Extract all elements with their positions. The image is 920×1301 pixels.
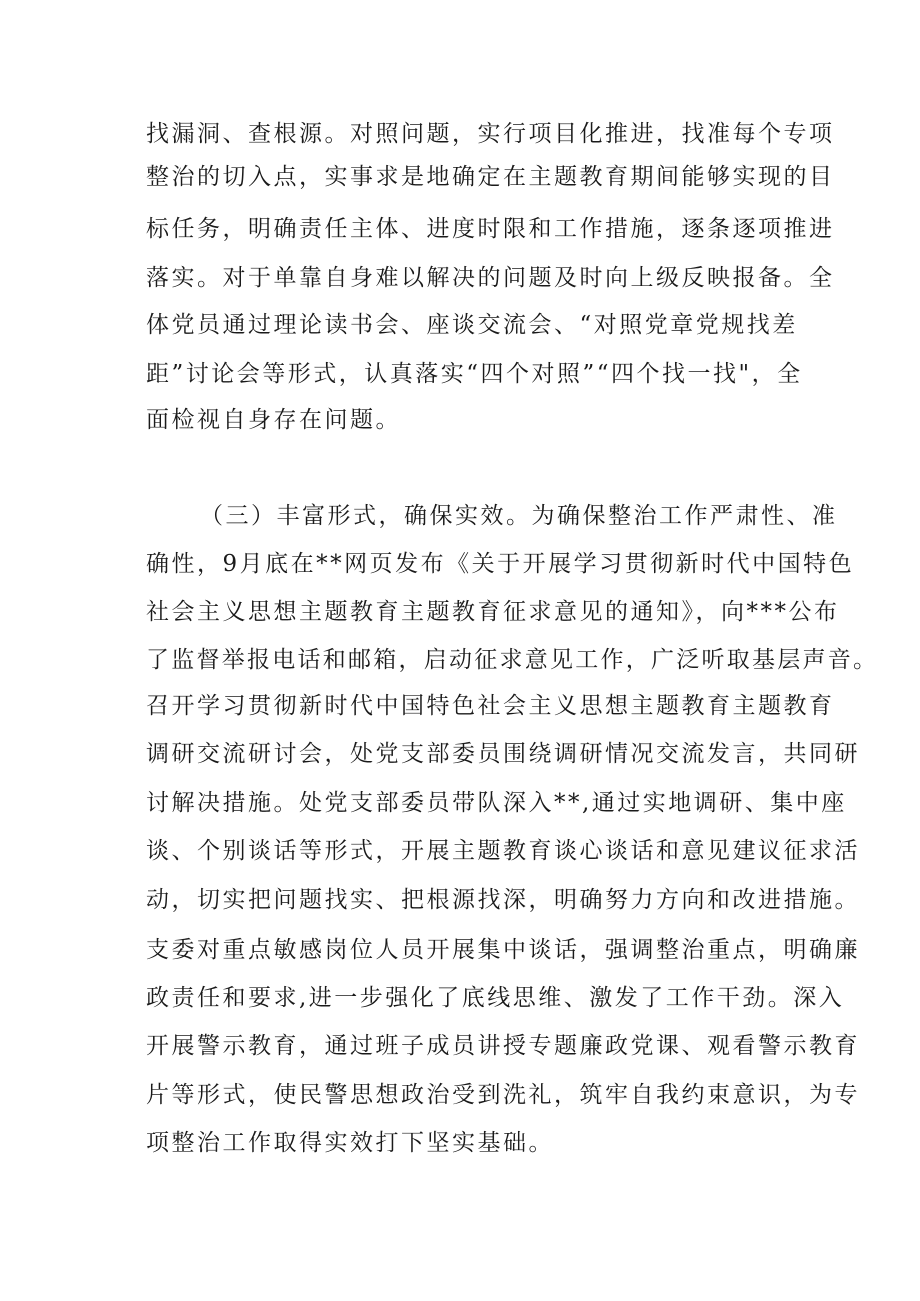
text-line: 体党员通过理论读书会、座谈交流会、“对照党章党规找差 <box>146 312 798 338</box>
text-line: 落实。对于单靠自身难以解决的问题及时向上级反映报备。全 <box>146 265 835 291</box>
text-line: 确性，9月底在**网页发布《关于开展学习贯彻新时代中国特色 <box>146 551 855 577</box>
text-line: 召开学习贯彻新时代中国特色社会主义思想主题教育主题教育 <box>146 693 835 719</box>
text-line: 调研交流研讨会，处党支部委员围绕调研情况交流发言，共同研 <box>146 741 860 767</box>
section-heading-line: （三）丰富形式，确保实效。为确保整治工作严肃性、准 <box>200 503 838 529</box>
text-line: 面检视自身存在问题。 <box>146 407 401 433</box>
text-line: 谈、个别谈话等形式，开展主题教育谈心谈话和意见建议征求活 <box>146 838 860 864</box>
text-line: 标任务，明确责任主体、进度时限和工作措施，逐条逐项推进 <box>146 216 835 242</box>
text-line: 动，切实把问题找实、把根源找深，明确努力方向和改进措施。 <box>146 887 860 913</box>
text-line: 找漏洞、查根源。对照问题，实行项目化推进，找准每个专项 <box>146 121 835 147</box>
text-line: 片等形式，使民警思想政治受到洗礼，筑牢自我约束意识，为专 <box>146 1082 860 1108</box>
text-line: 整治的切入点，实事求是地确定在主题教育期间能够实现的目 <box>146 164 835 190</box>
text-line: 了监督举报电话和邮箱，启动征求意见工作，广泛听取基层声音。 <box>146 647 879 673</box>
text-line: 项整治工作取得实效打下坚实基础。 <box>146 1130 554 1156</box>
text-line: 开展警示教育，通过班子成员讲授专题廉政党课、观看警示教育 <box>146 1033 860 1059</box>
text-line: 支委对重点敏感岗位人员开展集中谈话，强调整治重点，明确廉 <box>146 937 860 963</box>
text-line: 讨解决措施。处党支部委员带队深入**,通过实地调研、集中座 <box>146 790 847 816</box>
text-line: 政责任和要求,进一步强化了底线思维、激发了工作干劲。深入 <box>146 985 845 1011</box>
text-line: 社会主义思想主题教育主题教育征求意见的通知》，向***公布 <box>146 599 840 625</box>
text-line: 距”讨论会等形式，认真落实“四个对照”“四个找一找"，全 <box>146 361 803 387</box>
